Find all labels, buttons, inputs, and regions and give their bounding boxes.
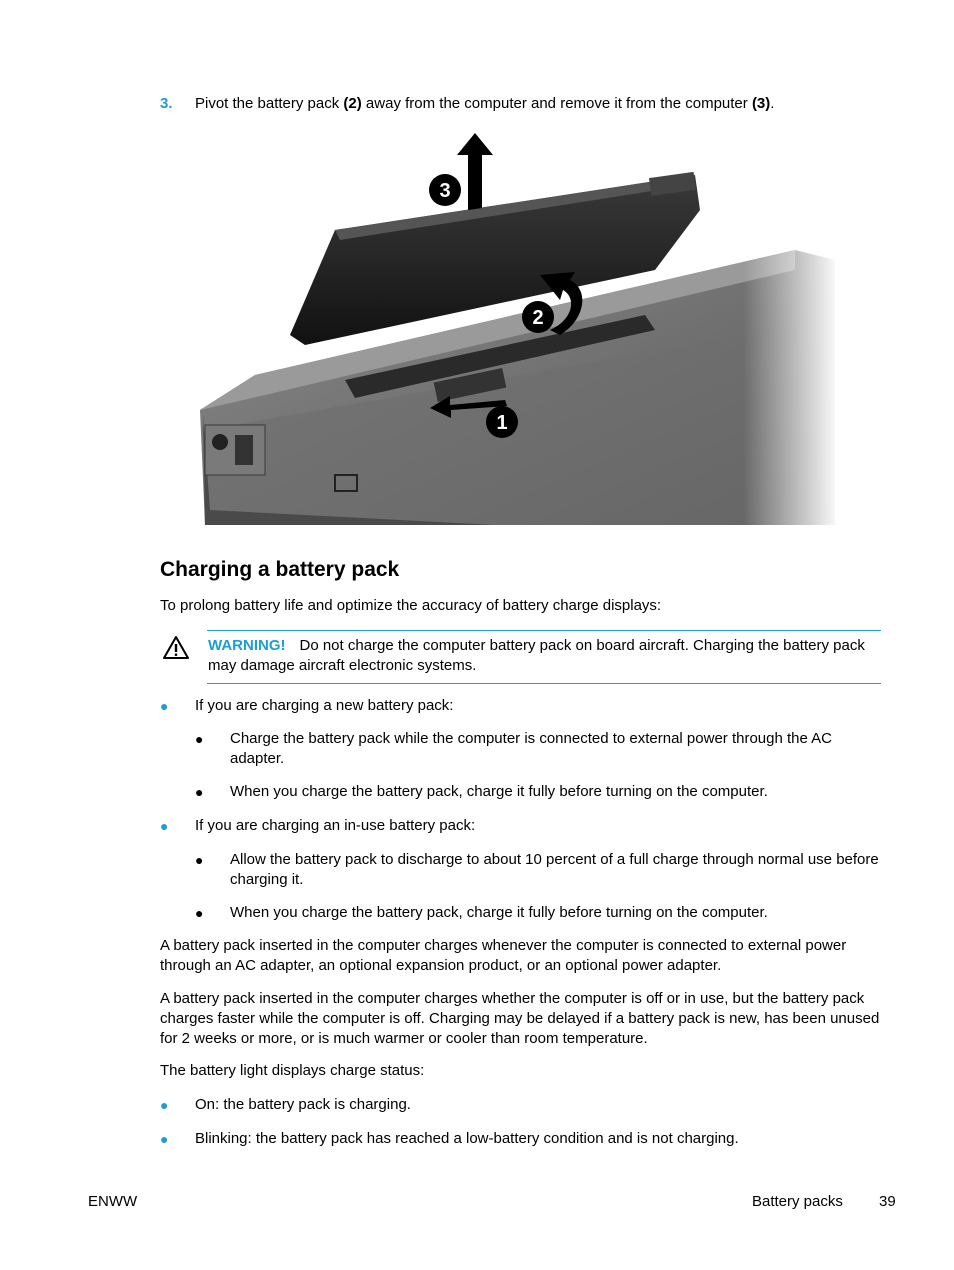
footer-section: Battery packs xyxy=(752,1193,843,1210)
status-list-item-text: On: the battery pack is charging. xyxy=(195,1096,411,1113)
step-number: 3. xyxy=(160,95,173,112)
warning-triangle-icon xyxy=(162,635,190,661)
warning-message: Do not charge the computer battery pack on board aircraft. Charging the battery pack may damage aircraft electronic systems. xyxy=(208,637,865,674)
bullet: ● xyxy=(195,905,204,921)
bullet: ● xyxy=(195,731,204,747)
status-list-item-text: Blinking: the battery pack has reached a low-battery condition and is not charging. xyxy=(195,1130,739,1147)
callout-ref-2: (2) xyxy=(343,95,362,112)
list-item-text: If you are charging an in-use battery pack: xyxy=(195,817,476,834)
warning-text xyxy=(208,636,880,676)
page-number: 39 xyxy=(879,1193,896,1210)
sub-list-item-text: When you charge the battery pack, charge it fully before turning on the computer. xyxy=(230,783,768,800)
callout-3 xyxy=(429,174,461,206)
step-text: Pivot the battery pack (2) away from the computer and remove it from the computer (3). xyxy=(195,95,775,112)
callout-ref-3: (3) xyxy=(751,95,771,112)
callout-1-label: 1 xyxy=(496,412,508,434)
intro-paragraph: To prolong battery life and optimize the accuracy of battery charge displays: xyxy=(160,597,662,614)
callout-1 xyxy=(486,406,518,438)
paragraph: The battery light displays charge status: xyxy=(160,1062,425,1079)
bullet: ● xyxy=(160,818,169,834)
bullet: ● xyxy=(195,784,204,800)
paragraph: A battery pack inserted in the computer charges whether the computer is off or in use, but the battery pack charges faster while the computer is off. Charging may be delayed if a battery pack is new, has been unused for 2 weeks or more, or is much warmer or cooler than room temperature. xyxy=(160,990,880,1047)
warning-label: WARNING! xyxy=(208,637,286,654)
paragraph: A battery pack inserted in the computer charges whenever the computer is connected to external power through an AC adapter, an optional expansion product, or an optional power adapter. xyxy=(160,937,847,974)
battery-removal-illustration xyxy=(195,130,840,535)
bullet: ● xyxy=(195,852,204,868)
sub-list-item-text: Allow the battery pack to discharge to about 10 percent of a full charge through normal use before charging it. xyxy=(230,851,879,888)
battery-removal-figure xyxy=(195,130,840,535)
callout-2-label: 2 xyxy=(532,307,544,329)
section-heading: Charging a battery pack xyxy=(160,558,400,581)
callout-2 xyxy=(522,301,554,333)
footer-left: ENWW xyxy=(88,1193,138,1210)
list-item-text: If you are charging a new battery pack: xyxy=(195,697,454,714)
callout-3-label: 3 xyxy=(439,180,451,202)
sub-list-item-text: When you charge the battery pack, charge it fully before turning on the computer. xyxy=(230,904,768,921)
bullet: ● xyxy=(160,1097,169,1113)
sub-list-item-text: Charge the battery pack while the computer is connected to external power through the AC adapter. xyxy=(230,730,833,767)
bullet: ● xyxy=(160,698,169,714)
bullet: ● xyxy=(160,1131,169,1147)
